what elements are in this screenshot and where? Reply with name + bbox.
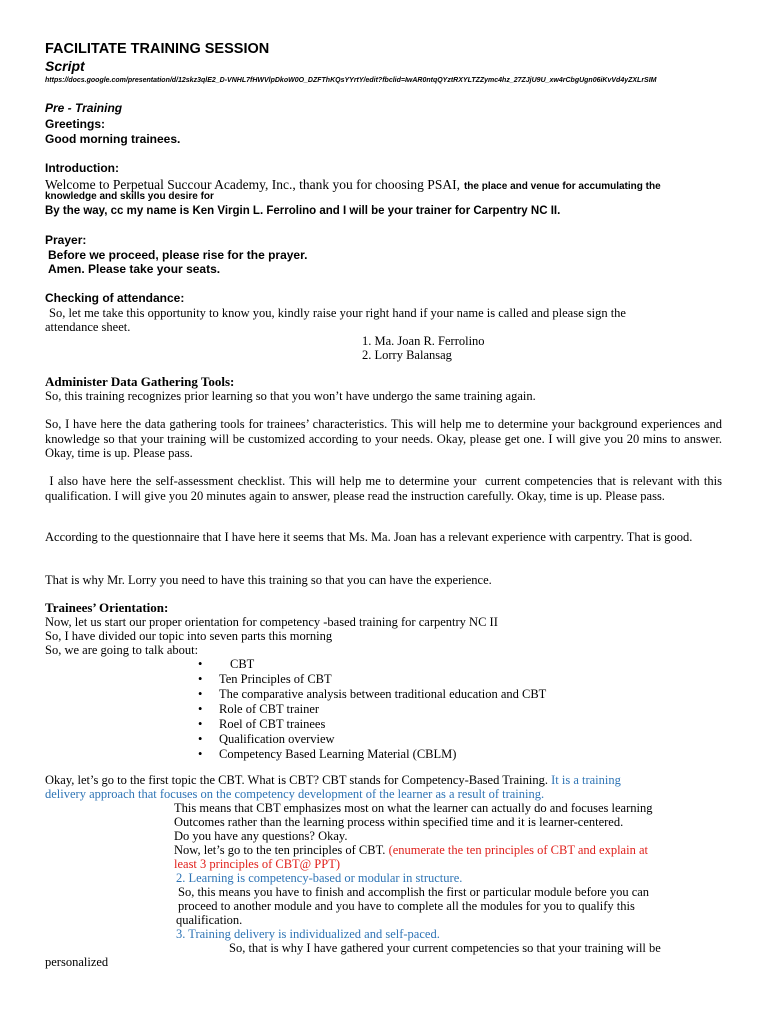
topic-item: CBT [230, 657, 255, 671]
paragraph-text: According to the questionnaire that I have here it seems that Ms. Ma. Joan has a relevant experience with carpentry. That is good. [45, 530, 693, 544]
prayer-heading: Prayer: [45, 233, 87, 247]
trainer-note: (enumerate the ten principles of CBT and explain at [388, 843, 648, 857]
introduction-heading: Introduction: [45, 161, 119, 175]
cbt-line-3: This means that CBT emphasizes most on what the learner can actually do and focuses learning [174, 801, 653, 815]
trainer-note-continued: least 3 principles of CBT@ PPT) [174, 857, 341, 871]
principle-3-explanation-2: personalized [45, 955, 109, 969]
attendance-heading: Checking of attendance: [45, 291, 185, 305]
principle-2-explanation-3: qualification. [176, 913, 243, 927]
topic-item: Ten Principles of CBT [219, 672, 332, 686]
presentation-link[interactable]: https://docs.google.com/presentation/d/12skz3qlE2_D-VNHL7fHWVlpDkoW0O_DZFThKQsYYrtY/edit?fbclid=IwAR0ntqQYztRXYLTZZymc4hz_27ZJjU9U_xw4rCbgUgn06iKvVd4yZXLrSIM [45, 77, 657, 84]
principle-2-explanation-1: So, this means you have to finish and accomplish the first or particular module before you can [178, 885, 650, 899]
data-gathering-heading: Administer Data Gathering Tools: [45, 374, 235, 389]
prayer-line-1: Before we proceed, please rise for the prayer. [48, 248, 308, 262]
attendance-line-1: So, let me take this opportunity to know you, kindly raise your right hand if your name is called and please sign the [49, 306, 626, 320]
cbt-line-6 [174, 843, 648, 858]
attendee-name: 2. Lorry Balansag [362, 348, 452, 362]
principles-intro-text: Now, let’s go to the ten principles of CBT. [174, 843, 386, 857]
introduction-sans-text: the place and venue for accumulating the [463, 181, 661, 192]
cbt-line-4: Outcomes rather than the learning process within specified time and it is learner-centered. [174, 815, 624, 829]
document-title: FACILITATE TRAINING SESSION [45, 41, 270, 57]
orientation-line-1: Now, let us start our proper orientation for competency -based training for carpentry NC II [45, 615, 498, 629]
introduction-line-2: knowledge and skills you desire for [45, 191, 214, 202]
topic-item: Qualification overview [219, 732, 335, 746]
topic-item: Role of CBT trainer [219, 702, 320, 716]
data-gathering-p5: That is why Mr. Lorry you need to have this training so that you can have the experience. [45, 573, 492, 587]
orientation-line-2: So, I have divided our topic into seven parts this morning [45, 629, 333, 643]
orientation-line-3: So, we are going to talk about: [45, 643, 199, 657]
paragraph-text: I also have here the self-assessment checklist. This will help me to determine your current competencies that is relevant with this qualification. I will give you 20 minutes again to answer, please read the instruction carefully. Okay, time is up. Please pass. [45, 474, 726, 503]
bullet-icon: • [198, 687, 203, 701]
attendee-name: 1. Ma. Joan R. Ferrolino [362, 334, 485, 348]
cbt-definition-text: Okay, let’s go to the first topic the CBT. What is CBT? CBT stands for Competency-Based Training. [45, 773, 548, 787]
principle-3-explanation-1: So, that is why I have gathered your current competencies so that your training will be [229, 941, 661, 955]
principle-3: 3. Training delivery is individualized and self-paced. [176, 927, 440, 941]
cbt-line-2: delivery approach that focuses on the competency development of the learner as a result of training. [45, 787, 545, 801]
cbt-line-1 [45, 773, 621, 788]
topic-item: The comparative analysis between traditional education and CBT [219, 687, 547, 701]
bullet-icon: • [198, 702, 203, 716]
attendance-line-2: attendance sheet. [45, 320, 131, 334]
principle-2-explanation-2: proceed to another module and you have to complete all the modules for you to qualify this [178, 899, 635, 913]
data-gathering-p3 [45, 474, 726, 503]
script-label: Script [45, 58, 85, 74]
orientation-heading: Trainees’ Orientation: [45, 600, 169, 615]
principle-2: 2. Learning is competency-based or modular in structure. [176, 871, 463, 885]
data-gathering-p4 [45, 530, 722, 545]
bullet-icon: • [198, 717, 203, 731]
introduction-serif-text: Welcome to Perpetual Succour Academy, Inc., thank you for choosing PSAI, [45, 177, 460, 192]
greetings-heading: Greetings: [45, 117, 106, 131]
cbt-line-5: Do you have any questions? Okay. [174, 829, 348, 843]
data-gathering-p1: So, this training recognizes prior learning so that you won’t have undergo the same training again. [45, 389, 536, 403]
pre-training-heading: Pre - Training [45, 101, 123, 115]
bullet-icon: • [198, 747, 203, 761]
data-gathering-p2 [45, 417, 722, 461]
bullet-icon: • [198, 732, 203, 746]
paragraph-text: So, I have here the data gathering tools for trainees’ characteristics. This will help me to determine your background experiences and knowledge so that your training will be customized according to your needs. Okay, please get one. I will give you 20 mins to answer. Okay, time is up. Please pass. [45, 417, 722, 460]
bullet-icon: • [198, 672, 203, 686]
topic-item: Roel of CBT trainees [219, 717, 326, 731]
greetings-text: Good morning trainees. [45, 132, 181, 146]
trainer-introduction: By the way, cc my name is Ken Virgin L. Ferrolino and I will be your trainer for Carpentry NC II. [45, 205, 561, 217]
topic-item: Competency Based Learning Material (CBLM) [219, 747, 457, 761]
cbt-definition-highlight: It is a training [551, 773, 621, 787]
bullet-icon: • [198, 657, 203, 671]
prayer-line-2: Amen. Please take your seats. [48, 262, 221, 276]
